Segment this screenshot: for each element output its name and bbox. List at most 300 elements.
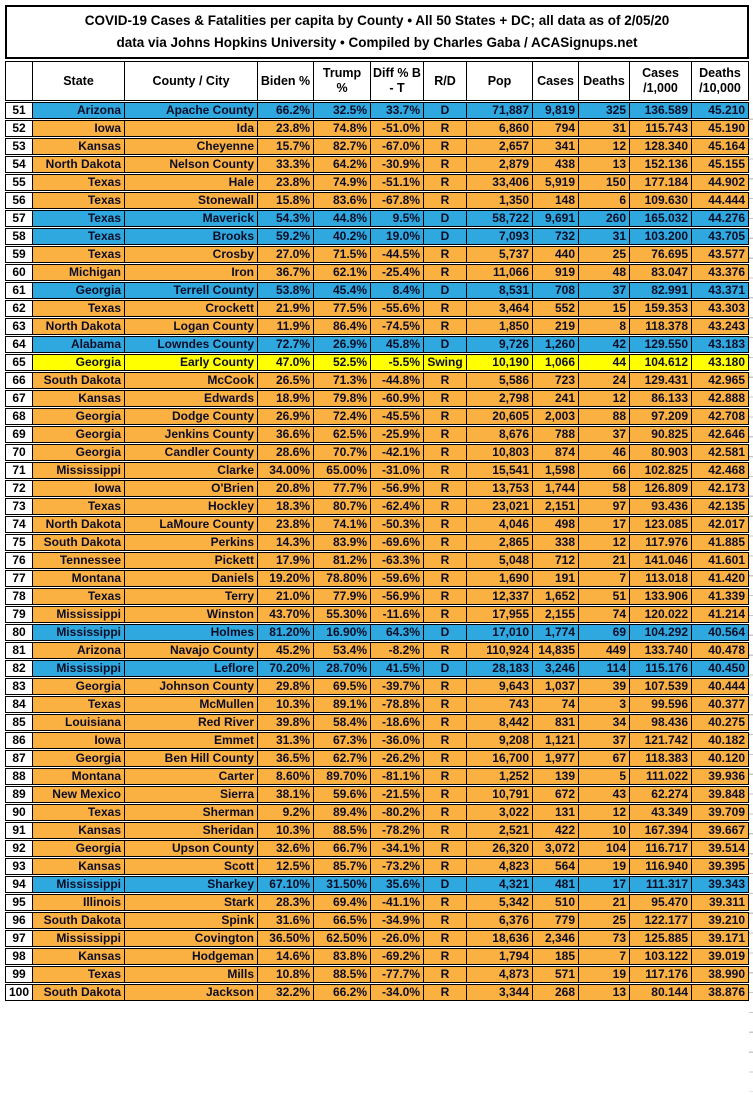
cell-biden_pct: 10.8% bbox=[258, 966, 314, 983]
cell-biden_pct: 14.3% bbox=[258, 534, 314, 551]
cell-deaths: 43 bbox=[579, 786, 630, 803]
cell-rd: R bbox=[424, 534, 467, 551]
cell-cases_per_1000: 133.906 bbox=[630, 588, 692, 605]
cell-diff_pct: 41.5% bbox=[371, 660, 424, 677]
cell-cases: 831 bbox=[533, 714, 579, 731]
table-row bbox=[5, 642, 749, 659]
cell-cases: 131 bbox=[533, 804, 579, 821]
cell-state: New Mexico bbox=[33, 786, 125, 803]
table-row bbox=[5, 732, 749, 749]
cell-cases_per_1000: 122.177 bbox=[630, 912, 692, 929]
cell-pop: 71,887 bbox=[467, 102, 533, 119]
cell-cases_per_1000: 80.903 bbox=[630, 444, 692, 461]
cell-state: Mississippi bbox=[33, 462, 125, 479]
cell-state: South Dakota bbox=[33, 912, 125, 929]
cell-rd: R bbox=[424, 804, 467, 821]
cell-pop: 5,586 bbox=[467, 372, 533, 389]
cell-cases_per_1000: 103.200 bbox=[630, 228, 692, 245]
cell-cases: 498 bbox=[533, 516, 579, 533]
cell-county: Early County bbox=[125, 354, 258, 371]
cell-rank: 55 bbox=[5, 174, 33, 191]
cell-diff_pct: -56.9% bbox=[371, 480, 424, 497]
cell-biden_pct: 21.0% bbox=[258, 588, 314, 605]
cell-diff_pct: -69.6% bbox=[371, 534, 424, 551]
cell-rank: 74 bbox=[5, 516, 33, 533]
cell-cases: 438 bbox=[533, 156, 579, 173]
cell-biden_pct: 66.2% bbox=[258, 102, 314, 119]
cell-diff_pct: -73.2% bbox=[371, 858, 424, 875]
cell-deaths: 48 bbox=[579, 264, 630, 281]
table-row bbox=[5, 678, 749, 695]
cell-rd: D bbox=[424, 228, 467, 245]
cell-cases_per_1000: 62.274 bbox=[630, 786, 692, 803]
cell-state: Arizona bbox=[33, 102, 125, 119]
cell-county: Leflore bbox=[125, 660, 258, 677]
cell-rd: R bbox=[424, 714, 467, 731]
cell-rd: R bbox=[424, 858, 467, 875]
cell-cases: 1,977 bbox=[533, 750, 579, 767]
cell-trump_pct: 74.8% bbox=[314, 120, 371, 137]
cell-deaths_per_10000: 41.601 bbox=[692, 552, 749, 569]
cell-biden_pct: 23.8% bbox=[258, 174, 314, 191]
cell-rank: 68 bbox=[5, 408, 33, 425]
cell-pop: 10,803 bbox=[467, 444, 533, 461]
cell-deaths: 42 bbox=[579, 336, 630, 353]
cell-pop: 58,722 bbox=[467, 210, 533, 227]
cell-state: Mississippi bbox=[33, 660, 125, 677]
cell-biden_pct: 54.3% bbox=[258, 210, 314, 227]
table-row bbox=[5, 804, 749, 821]
cell-state: Texas bbox=[33, 192, 125, 209]
cell-state: Montana bbox=[33, 570, 125, 587]
cell-state: Georgia bbox=[33, 426, 125, 443]
cell-diff_pct: -77.7% bbox=[371, 966, 424, 983]
cell-deaths_per_10000: 41.214 bbox=[692, 606, 749, 623]
cell-rd: R bbox=[424, 966, 467, 983]
cell-deaths_per_10000: 39.311 bbox=[692, 894, 749, 911]
cell-county: Winston bbox=[125, 606, 258, 623]
cell-biden_pct: 32.6% bbox=[258, 840, 314, 857]
cell-rank: 72 bbox=[5, 480, 33, 497]
cell-rd: D bbox=[424, 210, 467, 227]
cell-rank: 81 bbox=[5, 642, 33, 659]
cell-pop: 6,376 bbox=[467, 912, 533, 929]
cell-biden_pct: 36.6% bbox=[258, 426, 314, 443]
cell-trump_pct: 83.6% bbox=[314, 192, 371, 209]
cell-rank: 78 bbox=[5, 588, 33, 605]
cell-deaths_per_10000: 39.210 bbox=[692, 912, 749, 929]
cell-trump_pct: 44.8% bbox=[314, 210, 371, 227]
cell-biden_pct: 43.70% bbox=[258, 606, 314, 623]
cell-cases: 2,155 bbox=[533, 606, 579, 623]
cell-pop: 4,046 bbox=[467, 516, 533, 533]
cell-deaths: 39 bbox=[579, 678, 630, 695]
cell-state: Alabama bbox=[33, 336, 125, 353]
cell-cases: 341 bbox=[533, 138, 579, 155]
cell-county: Upson County bbox=[125, 840, 258, 857]
cell-trump_pct: 45.4% bbox=[314, 282, 371, 299]
cell-diff_pct: -5.5% bbox=[371, 354, 424, 371]
cell-deaths_per_10000: 42.017 bbox=[692, 516, 749, 533]
cell-cases_per_1000: 159.353 bbox=[630, 300, 692, 317]
cell-deaths_per_10000: 42.888 bbox=[692, 390, 749, 407]
cell-cases_per_1000: 167.394 bbox=[630, 822, 692, 839]
cell-diff_pct: -78.8% bbox=[371, 696, 424, 713]
cell-cases: 9,819 bbox=[533, 102, 579, 119]
cell-pop: 11,066 bbox=[467, 264, 533, 281]
cell-cases_per_1000: 116.940 bbox=[630, 858, 692, 875]
cell-trump_pct: 77.7% bbox=[314, 480, 371, 497]
cell-rd: R bbox=[424, 516, 467, 533]
cell-pop: 13,753 bbox=[467, 480, 533, 497]
cell-cases: 1,037 bbox=[533, 678, 579, 695]
table-row bbox=[5, 390, 749, 407]
cell-cases_per_1000: 117.976 bbox=[630, 534, 692, 551]
cell-rank: 97 bbox=[5, 930, 33, 947]
cell-state: Texas bbox=[33, 696, 125, 713]
cell-state: South Dakota bbox=[33, 534, 125, 551]
cell-rank: 59 bbox=[5, 246, 33, 263]
table-row bbox=[5, 282, 749, 299]
cell-cases: 552 bbox=[533, 300, 579, 317]
cell-rank: 58 bbox=[5, 228, 33, 245]
cell-trump_pct: 28.70% bbox=[314, 660, 371, 677]
cell-diff_pct: -34.1% bbox=[371, 840, 424, 857]
cell-cases: 788 bbox=[533, 426, 579, 443]
cell-rank: 87 bbox=[5, 750, 33, 767]
cell-biden_pct: 12.5% bbox=[258, 858, 314, 875]
cell-state: Tennessee bbox=[33, 552, 125, 569]
table-row bbox=[5, 786, 749, 803]
title-line-2: data via Johns Hopkins University • Compiled by Charles Gaba / ACASignups.net bbox=[116, 34, 638, 50]
cell-deaths: 7 bbox=[579, 570, 630, 587]
cell-rank: 57 bbox=[5, 210, 33, 227]
column-header-rd: R/D bbox=[424, 61, 467, 101]
cell-deaths: 7 bbox=[579, 948, 630, 965]
cell-deaths_per_10000: 43.303 bbox=[692, 300, 749, 317]
cell-state: Montana bbox=[33, 768, 125, 785]
cell-rank: 62 bbox=[5, 300, 33, 317]
cell-county: Maverick bbox=[125, 210, 258, 227]
cell-biden_pct: 53.8% bbox=[258, 282, 314, 299]
cell-rank: 70 bbox=[5, 444, 33, 461]
cell-trump_pct: 71.3% bbox=[314, 372, 371, 389]
cell-pop: 5,342 bbox=[467, 894, 533, 911]
table-row bbox=[5, 246, 749, 263]
cell-biden_pct: 34.00% bbox=[258, 462, 314, 479]
cell-diff_pct: -39.7% bbox=[371, 678, 424, 695]
cell-rd: R bbox=[424, 678, 467, 695]
table-row bbox=[5, 228, 749, 245]
cell-county: Sheridan bbox=[125, 822, 258, 839]
cell-deaths: 44 bbox=[579, 354, 630, 371]
cell-trump_pct: 55.30% bbox=[314, 606, 371, 623]
cell-rank: 77 bbox=[5, 570, 33, 587]
cell-deaths_per_10000: 39.171 bbox=[692, 930, 749, 947]
cell-deaths: 19 bbox=[579, 966, 630, 983]
cell-diff_pct: -59.6% bbox=[371, 570, 424, 587]
cell-diff_pct: -41.1% bbox=[371, 894, 424, 911]
cell-rd: R bbox=[424, 948, 467, 965]
cell-rd: R bbox=[424, 390, 467, 407]
cell-rd: R bbox=[424, 426, 467, 443]
cell-trump_pct: 72.4% bbox=[314, 408, 371, 425]
cell-rd: R bbox=[424, 840, 467, 857]
cell-deaths_per_10000: 40.120 bbox=[692, 750, 749, 767]
column-header-deaths: Deaths bbox=[579, 61, 630, 101]
cell-pop: 4,823 bbox=[467, 858, 533, 875]
cell-rank: 51 bbox=[5, 102, 33, 119]
cell-trump_pct: 71.5% bbox=[314, 246, 371, 263]
cell-rank: 83 bbox=[5, 678, 33, 695]
cell-cases_per_1000: 80.144 bbox=[630, 984, 692, 1001]
table-row bbox=[5, 444, 749, 461]
cell-deaths: 325 bbox=[579, 102, 630, 119]
cell-pop: 18,636 bbox=[467, 930, 533, 947]
cell-deaths_per_10000: 41.885 bbox=[692, 534, 749, 551]
cell-state: Texas bbox=[33, 246, 125, 263]
cell-rank: 96 bbox=[5, 912, 33, 929]
cell-deaths: 37 bbox=[579, 426, 630, 443]
cell-biden_pct: 15.8% bbox=[258, 192, 314, 209]
cell-state: Kansas bbox=[33, 948, 125, 965]
cell-rd: R bbox=[424, 894, 467, 911]
cell-cases: 919 bbox=[533, 264, 579, 281]
cell-trump_pct: 31.50% bbox=[314, 876, 371, 893]
cell-pop: 28,183 bbox=[467, 660, 533, 677]
cell-county: LaMoure County bbox=[125, 516, 258, 533]
cell-cases: 5,919 bbox=[533, 174, 579, 191]
cell-cases_per_1000: 76.695 bbox=[630, 246, 692, 263]
cell-deaths: 13 bbox=[579, 984, 630, 1001]
cell-rd: R bbox=[424, 696, 467, 713]
cell-cases_per_1000: 111.022 bbox=[630, 768, 692, 785]
cell-state: Louisiana bbox=[33, 714, 125, 731]
cell-trump_pct: 16.90% bbox=[314, 624, 371, 641]
cell-county: Stonewall bbox=[125, 192, 258, 209]
cell-cases: 338 bbox=[533, 534, 579, 551]
cell-rank: 65 bbox=[5, 354, 33, 371]
cell-cases_per_1000: 86.133 bbox=[630, 390, 692, 407]
cell-county: Edwards bbox=[125, 390, 258, 407]
cell-county: Sherman bbox=[125, 804, 258, 821]
cell-deaths: 260 bbox=[579, 210, 630, 227]
cell-deaths: 13 bbox=[579, 156, 630, 173]
cell-cases_per_1000: 125.885 bbox=[630, 930, 692, 947]
cell-rd: D bbox=[424, 660, 467, 677]
cell-biden_pct: 8.60% bbox=[258, 768, 314, 785]
cell-diff_pct: -81.1% bbox=[371, 768, 424, 785]
cell-state: Texas bbox=[33, 174, 125, 191]
cell-diff_pct: -50.3% bbox=[371, 516, 424, 533]
cell-biden_pct: 19.20% bbox=[258, 570, 314, 587]
cell-cases: 1,598 bbox=[533, 462, 579, 479]
cell-pop: 3,344 bbox=[467, 984, 533, 1001]
cell-rd: R bbox=[424, 318, 467, 335]
cell-cases: 2,003 bbox=[533, 408, 579, 425]
cell-deaths_per_10000: 43.371 bbox=[692, 282, 749, 299]
cell-cases: 3,072 bbox=[533, 840, 579, 857]
cell-rank: 99 bbox=[5, 966, 33, 983]
cell-deaths: 12 bbox=[579, 534, 630, 551]
cell-county: Candler County bbox=[125, 444, 258, 461]
cell-biden_pct: 47.0% bbox=[258, 354, 314, 371]
cell-deaths: 17 bbox=[579, 876, 630, 893]
cell-pop: 743 bbox=[467, 696, 533, 713]
cell-deaths: 37 bbox=[579, 282, 630, 299]
cell-diff_pct: -67.8% bbox=[371, 192, 424, 209]
cell-deaths_per_10000: 38.876 bbox=[692, 984, 749, 1001]
cell-trump_pct: 70.7% bbox=[314, 444, 371, 461]
cell-cases_per_1000: 118.378 bbox=[630, 318, 692, 335]
cell-deaths_per_10000: 43.376 bbox=[692, 264, 749, 281]
cell-biden_pct: 10.3% bbox=[258, 696, 314, 713]
cell-deaths: 114 bbox=[579, 660, 630, 677]
cell-biden_pct: 31.3% bbox=[258, 732, 314, 749]
cell-deaths_per_10000: 43.577 bbox=[692, 246, 749, 263]
cell-biden_pct: 27.0% bbox=[258, 246, 314, 263]
cell-deaths_per_10000: 39.848 bbox=[692, 786, 749, 803]
cell-trump_pct: 69.5% bbox=[314, 678, 371, 695]
cell-state: Kansas bbox=[33, 390, 125, 407]
cell-cases_per_1000: 165.032 bbox=[630, 210, 692, 227]
cell-deaths_per_10000: 45.155 bbox=[692, 156, 749, 173]
cell-cases: 723 bbox=[533, 372, 579, 389]
cell-deaths: 31 bbox=[579, 228, 630, 245]
cell-cases_per_1000: 95.470 bbox=[630, 894, 692, 911]
cell-diff_pct: -44.5% bbox=[371, 246, 424, 263]
cell-rank: 86 bbox=[5, 732, 33, 749]
column-header-pop: Pop bbox=[467, 61, 533, 101]
cell-trump_pct: 86.4% bbox=[314, 318, 371, 335]
header-row bbox=[5, 61, 749, 101]
cell-county: McMullen bbox=[125, 696, 258, 713]
cell-trump_pct: 83.8% bbox=[314, 948, 371, 965]
cell-county: Johnson County bbox=[125, 678, 258, 695]
cell-county: Spink bbox=[125, 912, 258, 929]
cell-biden_pct: 15.7% bbox=[258, 138, 314, 155]
cell-county: O'Brien bbox=[125, 480, 258, 497]
cell-cases: 1,744 bbox=[533, 480, 579, 497]
cell-rank: 60 bbox=[5, 264, 33, 281]
cell-deaths: 74 bbox=[579, 606, 630, 623]
cell-state: Kansas bbox=[33, 138, 125, 155]
cell-rd: R bbox=[424, 408, 467, 425]
cell-biden_pct: 36.50% bbox=[258, 930, 314, 947]
cell-trump_pct: 89.70% bbox=[314, 768, 371, 785]
cell-cases_per_1000: 115.176 bbox=[630, 660, 692, 677]
cell-biden_pct: 36.5% bbox=[258, 750, 314, 767]
cell-diff_pct: 19.0% bbox=[371, 228, 424, 245]
cell-cases_per_1000: 118.383 bbox=[630, 750, 692, 767]
cell-county: Terrell County bbox=[125, 282, 258, 299]
cell-cases: 571 bbox=[533, 966, 579, 983]
cell-biden_pct: 28.3% bbox=[258, 894, 314, 911]
cell-rd: R bbox=[424, 480, 467, 497]
cell-diff_pct: -63.3% bbox=[371, 552, 424, 569]
cell-diff_pct: -74.5% bbox=[371, 318, 424, 335]
cell-cases: 185 bbox=[533, 948, 579, 965]
cell-trump_pct: 53.4% bbox=[314, 642, 371, 659]
cell-state: Georgia bbox=[33, 354, 125, 371]
cell-deaths: 31 bbox=[579, 120, 630, 137]
cell-rd: R bbox=[424, 120, 467, 137]
cell-pop: 1,850 bbox=[467, 318, 533, 335]
cell-deaths_per_10000: 42.135 bbox=[692, 498, 749, 515]
cell-deaths: 8 bbox=[579, 318, 630, 335]
cell-deaths: 6 bbox=[579, 192, 630, 209]
table-body bbox=[5, 102, 749, 1001]
cell-biden_pct: 18.9% bbox=[258, 390, 314, 407]
cell-pop: 4,321 bbox=[467, 876, 533, 893]
cell-diff_pct: -34.9% bbox=[371, 912, 424, 929]
cell-trump_pct: 83.9% bbox=[314, 534, 371, 551]
cell-rank: 56 bbox=[5, 192, 33, 209]
cell-pop: 2,521 bbox=[467, 822, 533, 839]
cell-biden_pct: 81.20% bbox=[258, 624, 314, 641]
cell-rd: R bbox=[424, 192, 467, 209]
cell-rank: 64 bbox=[5, 336, 33, 353]
cell-deaths_per_10000: 40.444 bbox=[692, 678, 749, 695]
cell-county: Ben Hill County bbox=[125, 750, 258, 767]
cell-state: South Dakota bbox=[33, 372, 125, 389]
covid-county-table bbox=[5, 60, 749, 1002]
cell-trump_pct: 67.3% bbox=[314, 732, 371, 749]
cell-rd: D bbox=[424, 336, 467, 353]
cell-pop: 8,531 bbox=[467, 282, 533, 299]
cell-pop: 26,320 bbox=[467, 840, 533, 857]
cell-trump_pct: 59.6% bbox=[314, 786, 371, 803]
cell-cases: 564 bbox=[533, 858, 579, 875]
cell-rd: D bbox=[424, 282, 467, 299]
cell-trump_pct: 62.7% bbox=[314, 750, 371, 767]
cell-pop: 17,955 bbox=[467, 606, 533, 623]
cell-cases: 874 bbox=[533, 444, 579, 461]
cell-county: Dodge County bbox=[125, 408, 258, 425]
cell-diff_pct: -60.9% bbox=[371, 390, 424, 407]
cell-deaths: 24 bbox=[579, 372, 630, 389]
cell-deaths_per_10000: 40.450 bbox=[692, 660, 749, 677]
table-row bbox=[5, 570, 749, 587]
cell-trump_pct: 64.2% bbox=[314, 156, 371, 173]
cell-cases: 708 bbox=[533, 282, 579, 299]
cell-county: Jenkins County bbox=[125, 426, 258, 443]
cell-deaths_per_10000: 40.377 bbox=[692, 696, 749, 713]
cell-deaths_per_10000: 39.514 bbox=[692, 840, 749, 857]
cell-state: Illinois bbox=[33, 894, 125, 911]
cell-rd: R bbox=[424, 246, 467, 263]
title-line-1: COVID-19 Cases & Fatalities per capita by County • All 50 States + DC; all data as of 2/05/20 bbox=[84, 13, 670, 28]
cell-deaths: 5 bbox=[579, 768, 630, 785]
column-header-rank bbox=[5, 61, 33, 101]
cell-rd: R bbox=[424, 606, 467, 623]
cell-pop: 1,350 bbox=[467, 192, 533, 209]
cell-trump_pct: 89.1% bbox=[314, 696, 371, 713]
cell-cases: 14,835 bbox=[533, 642, 579, 659]
cell-state: Georgia bbox=[33, 408, 125, 425]
cell-state: Georgia bbox=[33, 444, 125, 461]
table-title bbox=[5, 5, 749, 59]
cell-county: Mills bbox=[125, 966, 258, 983]
cell-cases_per_1000: 113.018 bbox=[630, 570, 692, 587]
cell-deaths: 88 bbox=[579, 408, 630, 425]
cell-rank: 63 bbox=[5, 318, 33, 335]
cell-diff_pct: 9.5% bbox=[371, 210, 424, 227]
cell-biden_pct: 17.9% bbox=[258, 552, 314, 569]
cell-deaths_per_10000: 45.210 bbox=[692, 102, 749, 119]
cell-cases_per_1000: 83.047 bbox=[630, 264, 692, 281]
cell-county: Daniels bbox=[125, 570, 258, 587]
